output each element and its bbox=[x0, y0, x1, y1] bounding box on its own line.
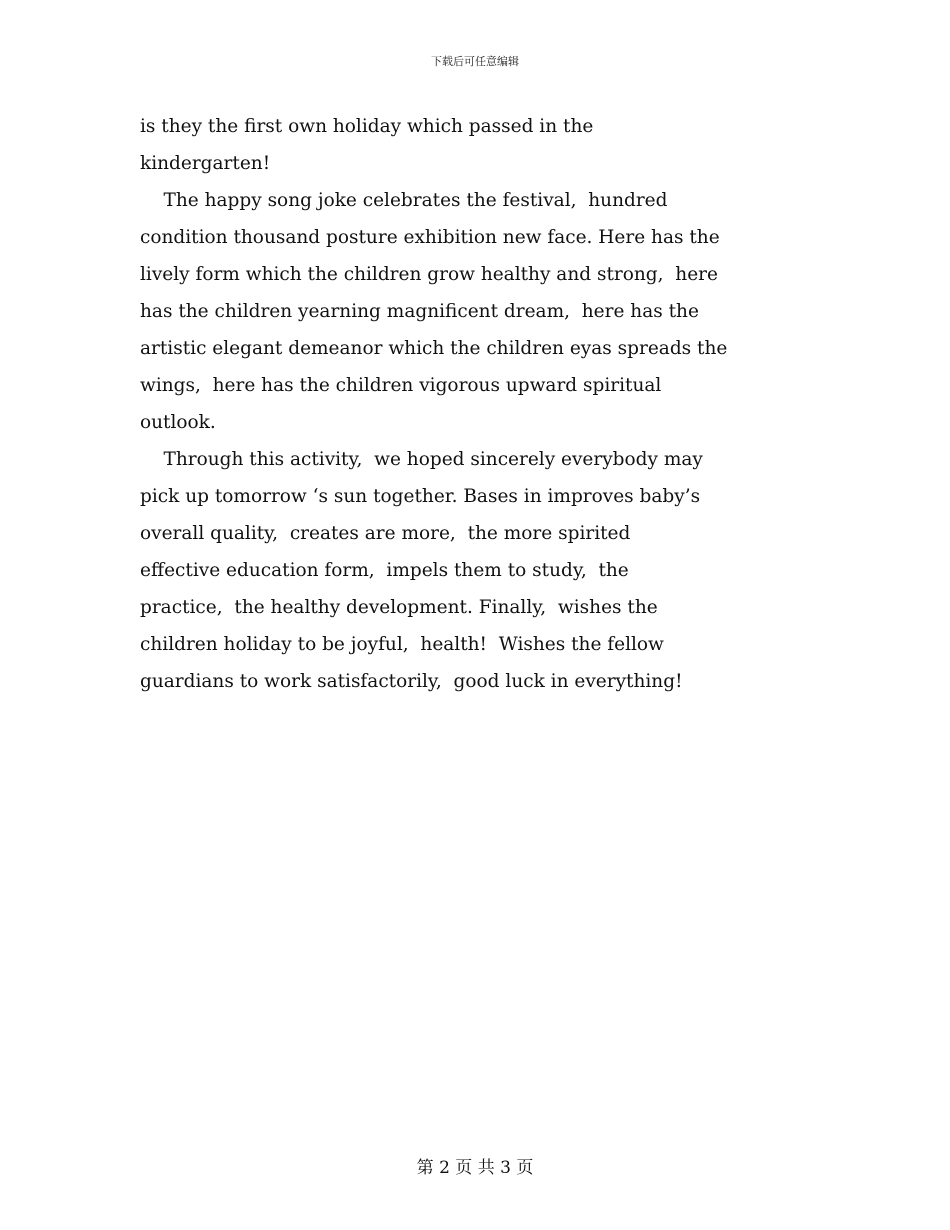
text-line: outlook. bbox=[140, 412, 216, 433]
text-line: wings, here has the children vigorous upward spiritual bbox=[140, 375, 662, 396]
text-line: kindergarten! bbox=[140, 153, 271, 174]
text-line: lively form which the children grow healthy and strong, here bbox=[140, 264, 718, 285]
text-line: overall quality, creates are more, the more spirited bbox=[140, 523, 631, 544]
text-line: children holiday to be joyful, health! Wishes the fellow bbox=[140, 634, 664, 655]
text-line: has the children yearning magnificent dream, here has the bbox=[140, 301, 699, 322]
page-number-footer: 第 2 页 共 3 页 bbox=[416, 1158, 534, 1178]
body-text bbox=[140, 108, 820, 700]
text-line: artistic elegant demeanor which the children eyas spreads the bbox=[140, 338, 728, 359]
text-line: effective education form, impels them to study, the bbox=[140, 560, 629, 581]
text-line: guardians to work satisfactorily, good luck in everything! bbox=[140, 671, 683, 692]
text-line: is they the first own holiday which passed in the bbox=[140, 116, 594, 137]
text-line: practice, the healthy development. Finally, wishes the bbox=[140, 597, 658, 618]
text-line: pick up tomorrow ‘s sun together. Bases in improves baby’s bbox=[140, 486, 701, 507]
text-line: Through this activity, we hoped sincerely everybody may bbox=[140, 449, 703, 470]
text-line: The happy song joke celebrates the festival, hundred bbox=[140, 190, 668, 211]
page-header: 下载后可任意编辑 bbox=[431, 55, 519, 68]
text-line: condition thousand posture exhibition new face. Here has the bbox=[140, 227, 720, 248]
